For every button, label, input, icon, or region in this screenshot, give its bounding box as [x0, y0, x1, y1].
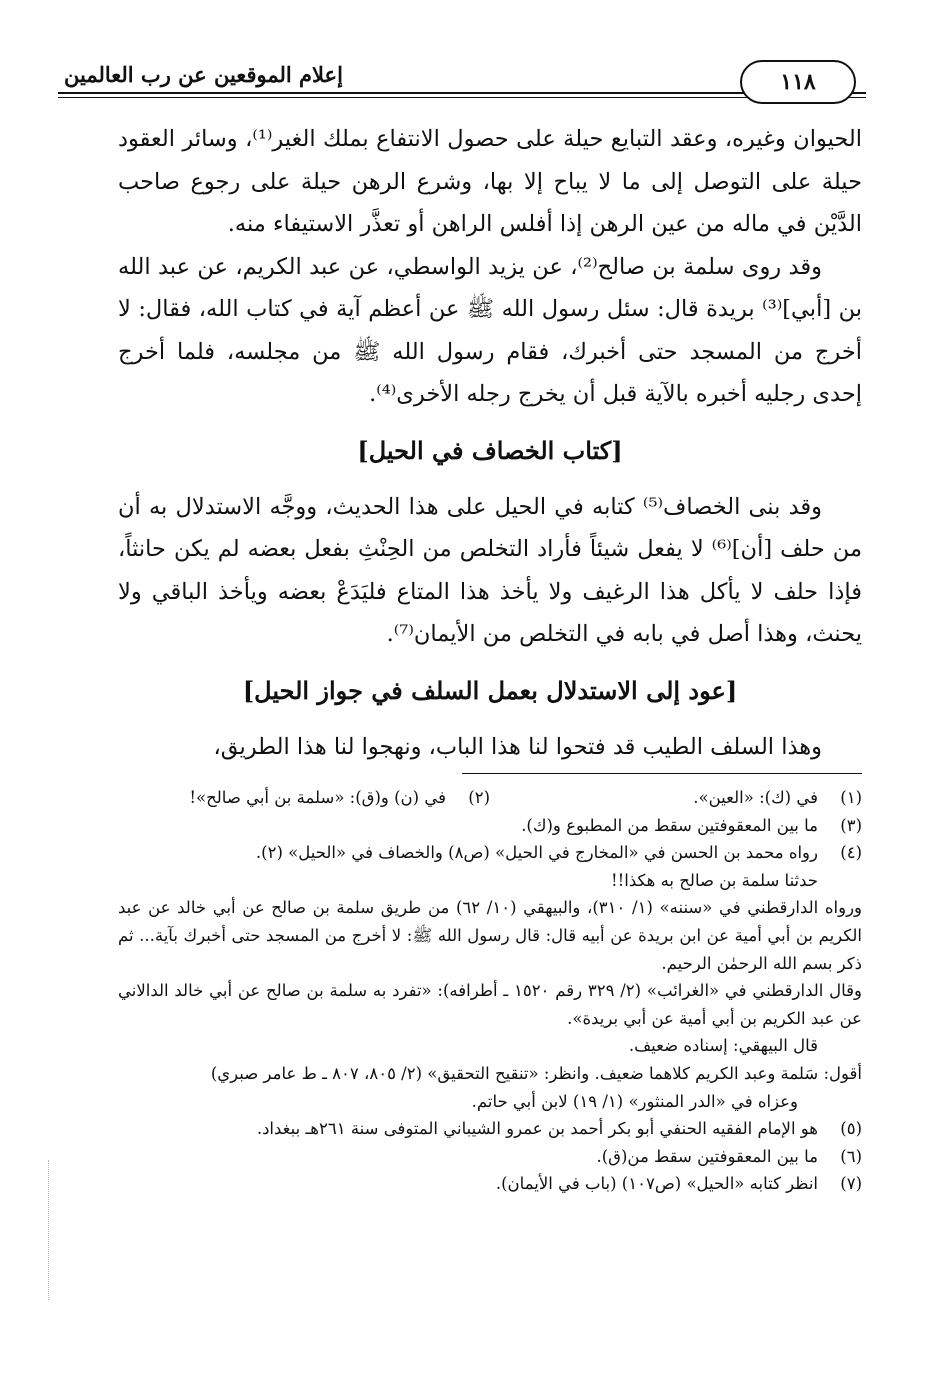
header-rule-thin — [58, 97, 866, 98]
footnote-6: ما بين المعقوفتين سقط من(ق). — [596, 1146, 818, 1166]
footnote-3: ما بين المعقوفتين سقط من المطبوع و(ك). — [521, 815, 818, 835]
paragraph-1: الحيوان وغيره، وعقد التبايع حيلة على حصول الانتفاع بملك الغير⁽¹⁾، وسائر العقود حيلة على التوصل إلى ما لا يباح إلا بها، وشرع الرهن حيلة على رجوع صاحب الدَّيْن في ماله من عين الرهن إذا أفلس الراهن أو تعذَّر الاستيفاء منه. — [118, 126, 862, 237]
running-title: إعلام الموقعين عن رب العالمين — [64, 62, 343, 87]
footnote-4-continued: أقول: سَلمة وعبد الكريم كلاهما ضعيف. وانظر: «تنقيح التحقيق» (٢/ ٨٠٥، ٨٠٧ ـ ط عامر صبري) — [210, 1063, 862, 1083]
footnote-4-continued: وقال الدارقطني في «الغرائب» (٢/ ٣٢٩ رقم ١٥٢٠ ـ أطرافه): «تفرد به سلمة بن صالح عن أبي خالد الدالاني عن عبد الكريم بن أبي أمية عن أبي بريدة». — [118, 981, 862, 1028]
section-heading-khassaf: [كتاب الخصاف في الحيل] — [357, 435, 623, 465]
scan-margin-mark — [48, 1160, 50, 1300]
footnote-row-6 — [118, 1143, 862, 1171]
footnote-2: في (ن) و(ق): «سلمة بن أبي صالح»! — [189, 788, 446, 807]
footnote-1: في (ك): «العين». — [693, 788, 818, 807]
footnote-number: (٢) — [468, 788, 490, 807]
section-heading-salaf: [عود إلى الاستدلال بعمل السلف في جواز الحيل] — [242, 675, 738, 705]
footnote-number: (٣) — [840, 815, 862, 835]
footnote-number: (٦) — [840, 1146, 862, 1166]
footnote-7: انظر كتابه «الحيل» (ص١٠٧) (باب في الأيمان). — [495, 1174, 818, 1194]
footnote-number: (٧) — [840, 1174, 862, 1194]
footnote-row-7 — [118, 1170, 862, 1198]
footnote-row-5 — [118, 1115, 862, 1143]
paragraph-3: وقد بنى الخصاف⁽⁵⁾ كتابه في الحيل على هذا الحديث، ووجَّه الاستدلال به أن من حلف [أن]⁽⁶⁾ لا يفعل شيئاً فأراد التخلص من الحِنْثِ بفعل بعضه لم يكن حانثاً، فإذا حلف لا يأكل هذا الرغيف ولا يأخذ هذا المتاع فليَدَعْ بعضه ويأخذ الباقي ولا يحنث، وهذا أصل في بابه في التخلص من الأيمان⁽⁷⁾. — [118, 493, 862, 647]
footnote-number: (٥) — [840, 1119, 862, 1139]
page-header — [58, 58, 866, 108]
paragraph-4: وهذا السلف الطيب قد فتحوا لنا هذا الباب، ونهجوا لنا هذا الطريق، — [213, 733, 822, 760]
footnote-4-continued: وعزاه في «الدر المنثور» (١/ ١٩) لابن أبي حاتم. — [471, 1091, 798, 1111]
footnote-4-continued: حدثنا سلمة بن صالح به هكذا!! — [611, 870, 818, 890]
footnote-4-continued: قال البيهقي: إسناده ضعيف. — [628, 1036, 818, 1056]
footnote-5: هو الإمام الفقيه الحنفي أبو بكر أحمد بن عمرو الشيباني المتوفى سنة ٢٦١هـ ببغداد. — [256, 1119, 818, 1139]
paragraph-2: وقد روى سلمة بن صالح⁽²⁾، عن يزيد الواسطي، عن عبد الكريم، عن عبد الله بن [أبي]⁽³⁾ بريدة قال: سئل رسول الله ﷺ عن أعظم آية في كتاب الله، فقال: لا أخرج من المسجد حتى أخبرك، فقام رسول الله ﷺ من مجلسه، فلما أخرج إحدى رجليه أخبره بالآية قبل أن يخرج رجله الأخرى⁽⁴⁾. — [118, 253, 862, 407]
page-number: ١١٨ — [740, 60, 856, 104]
footnote-separator — [462, 773, 862, 774]
main-text — [118, 118, 862, 768]
footnote-4: رواه محمد بن الحسن في «المخارج في الحيل» (ص٨) والخصاف في «الحيل» (٢). — [255, 843, 818, 863]
footnote-row-3 — [118, 812, 862, 840]
footnote-number: (١) — [840, 788, 862, 807]
footnote-row-4 — [118, 839, 862, 867]
footnote-4-continued: ورواه الدارقطني في «سننه» (١/ ٣١٠)، والبيهقي (١٠/ ٦٢) من طريق سلمة بن صالح عن أبي خالد عن عبد الكريم بن أبي أمية عن ابن بريدة عن أبيه قال: قال رسول الله ﷺ: لا أخرج من المسجد حتى أخبرك بآية... ثم ذكر بسم الله الرحمٰن الرحيم. — [118, 898, 862, 973]
footnote-row-1-2 — [118, 784, 862, 812]
footnotes — [118, 784, 862, 1198]
footnote-number: (٤) — [840, 843, 862, 863]
